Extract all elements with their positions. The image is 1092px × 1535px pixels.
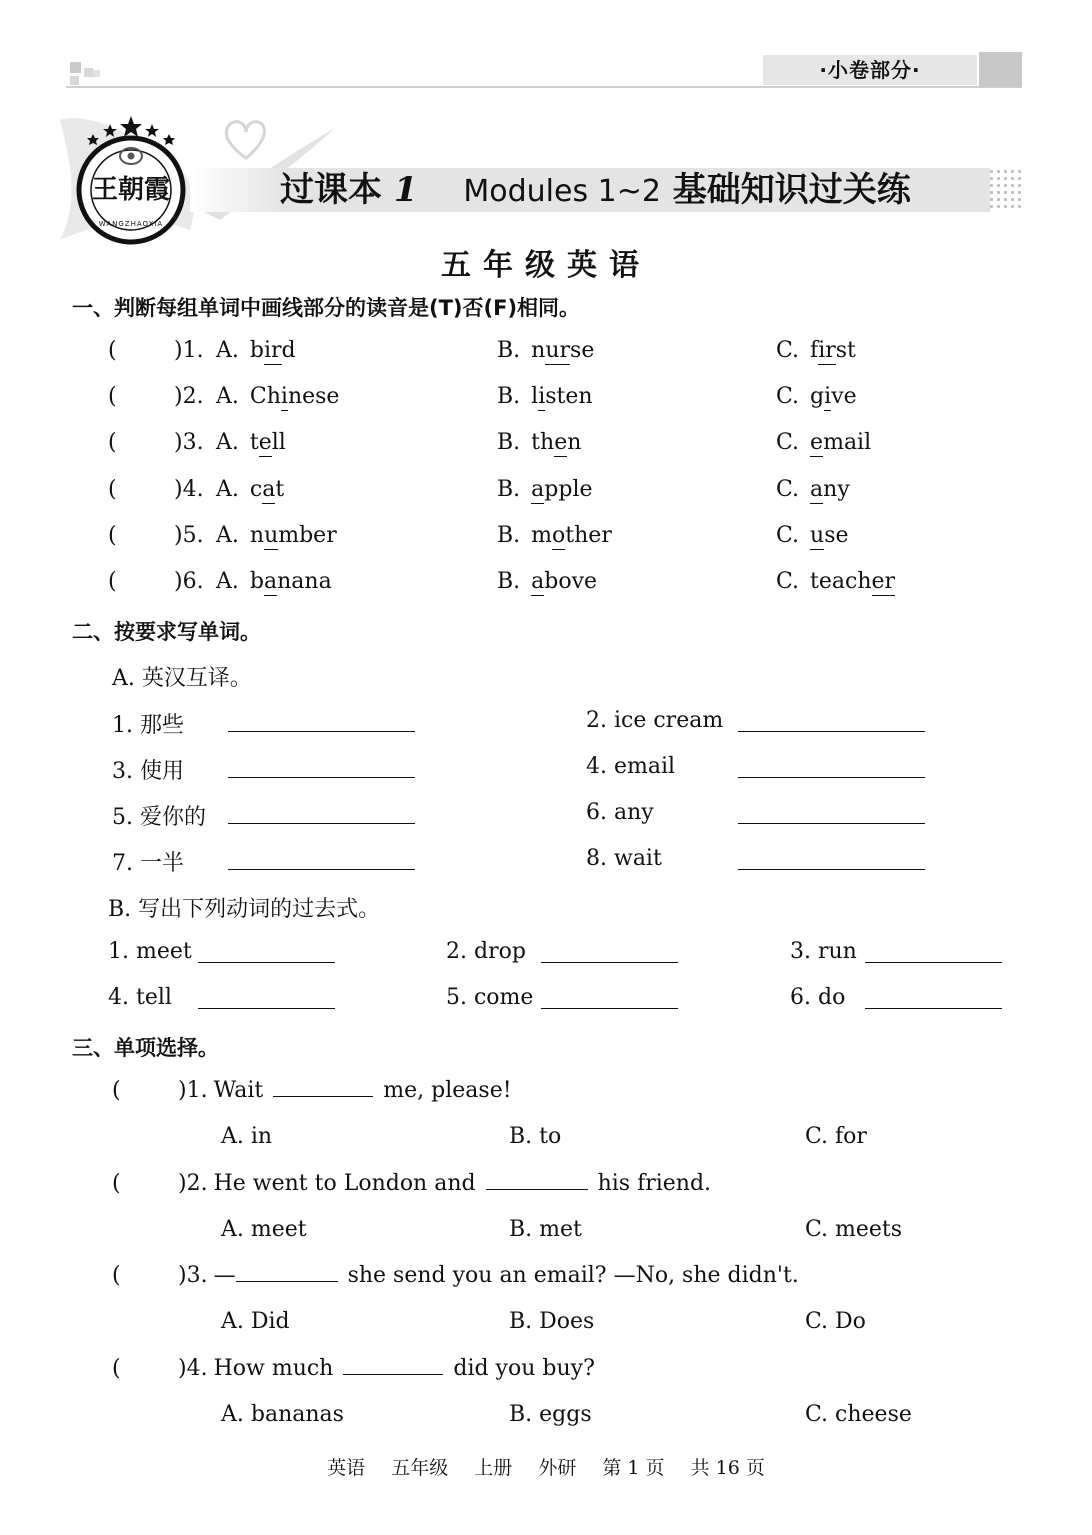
word-part: teach [810, 569, 872, 594]
page-title [280, 168, 911, 212]
fill-blank[interactable] [486, 1171, 588, 1190]
word-part: se [824, 523, 849, 548]
word-part: t [249, 430, 259, 455]
word-part: f [810, 338, 819, 363]
stem-before: Wait [213, 1078, 264, 1103]
underlined-letters: i [280, 384, 288, 409]
answer-blank[interactable] [122, 573, 170, 595]
footer-total: 共 16 页 [690, 1457, 765, 1479]
translate-item: 2. ice cream [586, 708, 724, 733]
star-icon [120, 116, 142, 137]
answer-blank[interactable] [738, 851, 925, 870]
option-label: C. [776, 338, 800, 363]
word-part: sten [545, 384, 593, 409]
star-icon [145, 124, 159, 137]
section-tab: ·小卷部分· [763, 55, 977, 85]
option-c [776, 338, 856, 363]
option-label: B. [497, 430, 521, 455]
option-c [776, 569, 895, 594]
footer-subject: 英语 [327, 1457, 366, 1479]
option-label: A. [216, 430, 239, 455]
question-stem [178, 1078, 512, 1103]
choice-option[interactable]: A. in [221, 1124, 273, 1149]
paren-open: ( [112, 1171, 121, 1196]
answer-blank[interactable] [122, 434, 170, 456]
header-rule [66, 86, 1022, 88]
title-prefix: 过课本 [280, 170, 382, 210]
paren-open: ( [108, 338, 117, 363]
paren-open: ( [108, 430, 117, 455]
choice-option[interactable]: B. eggs [509, 1402, 592, 1427]
translate-item: 8. wait [586, 846, 662, 871]
option-b [497, 338, 594, 363]
question-stem [178, 1171, 711, 1196]
section1-heading: 一、判断每组单词中画线部分的读音是(T)否(F)相同。 [72, 296, 581, 320]
option-label: C. [776, 384, 800, 409]
option-a [216, 477, 284, 502]
word-part: nana [277, 569, 332, 594]
underlined-letters: e [810, 430, 824, 455]
option-label: A. [216, 477, 239, 502]
question-number: )4. [174, 477, 204, 502]
choice-option[interactable]: C. cheese [805, 1402, 912, 1427]
option-c [776, 477, 850, 502]
word-part: th [531, 430, 555, 455]
answer-blank[interactable] [228, 713, 415, 732]
option-label: C. [776, 523, 800, 548]
question-number: )2. [174, 384, 204, 409]
word-part: b [249, 338, 264, 363]
verb-item: 6. do [790, 985, 846, 1010]
option-b [497, 430, 581, 455]
choice-option[interactable]: C. for [805, 1124, 867, 1149]
choice-option[interactable]: C. meets [805, 1217, 903, 1242]
choice-option[interactable]: A. bananas [221, 1402, 344, 1427]
word-part: l [531, 384, 539, 409]
translate-item: 6. any [586, 800, 654, 825]
star-icon [163, 134, 175, 145]
section-tab-block [979, 52, 1022, 87]
translate-item: 4. email [586, 754, 676, 779]
option-label: A. [216, 338, 239, 363]
question-stem [178, 1356, 595, 1381]
footer-publisher: 外研 [538, 1457, 577, 1479]
fill-blank[interactable] [273, 1078, 373, 1097]
answer-blank[interactable] [122, 342, 170, 364]
underlined-letters: i [538, 384, 546, 409]
question-number: )3. [178, 1263, 208, 1288]
fill-blank[interactable] [343, 1356, 443, 1375]
stem-before: How much [213, 1356, 334, 1381]
section2-heading: 二、按要求写单词。 [72, 620, 261, 644]
answer-blank[interactable] [228, 759, 415, 778]
paren-open: ( [108, 477, 117, 502]
word-part: d [281, 338, 296, 363]
paren-open: ( [112, 1356, 121, 1381]
corner-square [84, 68, 93, 77]
paren-open: ( [112, 1263, 121, 1288]
underlined-letters: a [810, 477, 824, 502]
answer-slot[interactable] [126, 1356, 174, 1382]
stem-after: did you buy? [453, 1356, 595, 1381]
option-c [776, 430, 871, 455]
word-part: ny [823, 477, 850, 502]
fill-blank[interactable] [236, 1263, 338, 1282]
word-part: Ch [249, 384, 281, 409]
stem-after: his friend. [597, 1171, 712, 1196]
question-number: )6. [174, 569, 204, 594]
corner-square [70, 76, 79, 85]
question-number: )4. [178, 1356, 208, 1381]
option-c [776, 523, 849, 548]
corner-square [70, 62, 81, 73]
word-part: se [570, 338, 595, 363]
option-b [497, 477, 593, 502]
option-a [216, 384, 339, 409]
paren-open: ( [112, 1078, 121, 1103]
logo-name: 王朝霞 [91, 175, 171, 205]
word-part: c [249, 477, 263, 502]
word-part: ll [271, 430, 286, 455]
choice-option[interactable]: A. Did [221, 1309, 290, 1334]
option-label: B. [497, 384, 521, 409]
section3-heading: 三、单项选择。 [72, 1036, 219, 1060]
underlined-letters: e [258, 430, 272, 455]
underlined-letters: er [871, 569, 896, 594]
underlined-letters: u [264, 523, 279, 548]
word-part: mber [278, 523, 337, 548]
word-part: t [275, 477, 285, 502]
verb-item: 4. tell [108, 985, 172, 1010]
option-label: A. [216, 569, 239, 594]
word-part: n [567, 430, 582, 455]
verb-item: 5. come [446, 985, 534, 1010]
option-label: A. [216, 384, 239, 409]
logo-ring-text: WANGZHAOXIA [98, 220, 164, 228]
answer-blank[interactable] [198, 944, 335, 963]
dot-pattern [988, 168, 1024, 210]
option-label: B. [497, 569, 521, 594]
answer-blank[interactable] [541, 990, 678, 1009]
word-part: b [249, 569, 264, 594]
part-a-label: A. 英汉互译。 [112, 666, 252, 691]
underlined-letters: e [554, 430, 568, 455]
corner-square [93, 70, 100, 77]
choice-option[interactable]: B. to [509, 1124, 562, 1149]
choice-option[interactable]: A. meet [221, 1217, 307, 1242]
option-a [216, 523, 337, 548]
word-part: bove [544, 569, 598, 594]
underlined-letters: o [552, 523, 566, 548]
stem-before: — [213, 1263, 236, 1288]
answer-blank[interactable] [122, 481, 170, 503]
stem-before: He went to London and [213, 1171, 476, 1196]
word-part: pple [544, 477, 593, 502]
answer-blank[interactable] [738, 805, 925, 824]
option-label: C. [776, 477, 800, 502]
underlined-letters: a [531, 569, 545, 594]
choice-option[interactable]: B. Does [509, 1309, 595, 1334]
star-icon [87, 134, 99, 145]
answer-blank[interactable] [865, 990, 1002, 1009]
option-b [497, 523, 612, 548]
verb-item: 3. run [790, 939, 857, 964]
translate-item: 5. 爱你的 [112, 805, 206, 830]
underlined-letters: a [263, 569, 278, 594]
stem-after: she send you an email? —No, she didn't. [347, 1263, 799, 1288]
question-number: )2. [178, 1171, 208, 1196]
brand-logo [76, 114, 186, 246]
option-a [216, 338, 296, 363]
option-a [216, 569, 332, 594]
word-part: n [531, 338, 546, 363]
underlined-letters: i [824, 384, 832, 409]
answer-blank[interactable] [738, 713, 925, 732]
word-part: mail [823, 430, 872, 455]
underlined-letters: ir [818, 338, 836, 363]
underlined-letters: ir [263, 338, 282, 363]
underlined-letters: ur [545, 338, 571, 363]
paren-open: ( [108, 523, 117, 548]
option-label: B. [497, 338, 521, 363]
question-stem [178, 1263, 799, 1288]
translate-item: 7. 一半 [112, 851, 184, 876]
underlined-letters: u [810, 523, 825, 548]
word-part: ve [831, 384, 857, 409]
title-rest: 基础知识过关练 [672, 170, 911, 210]
footer-grade: 五年级 [391, 1457, 449, 1479]
question-number: )1. [174, 338, 204, 363]
part-b-label: B. 写出下列动词的过去式。 [108, 897, 381, 922]
option-a [216, 430, 286, 455]
footer-volume: 上册 [474, 1457, 513, 1479]
question-number: )1. [178, 1078, 208, 1103]
translate-item: 1. 那些 [112, 713, 184, 738]
paren-open: ( [108, 569, 117, 594]
page-subtitle: 五年级英语 [441, 248, 651, 283]
translate-item: 3. 使用 [112, 759, 184, 784]
choice-option[interactable]: C. Do [805, 1309, 866, 1334]
verb-item: 1. meet [108, 939, 192, 964]
title-number: 1 [393, 170, 418, 210]
paren-open: ( [108, 384, 117, 409]
answer-blank[interactable] [541, 944, 678, 963]
option-label: B. [497, 477, 521, 502]
word-part: n [249, 523, 265, 548]
option-c [776, 384, 857, 409]
word-part: st [835, 338, 856, 363]
word-part: ther [565, 523, 612, 548]
option-b [497, 569, 597, 594]
question-number: )5. [174, 523, 204, 548]
answer-blank[interactable] [122, 388, 170, 410]
option-b [497, 384, 593, 409]
answer-slot[interactable] [126, 1171, 174, 1197]
question-number: )3. [174, 430, 204, 455]
answer-blank[interactable] [738, 759, 925, 778]
option-label: C. [776, 569, 800, 594]
word-part: nese [287, 384, 340, 409]
choice-option[interactable]: B. met [509, 1217, 582, 1242]
footer-page: 第 1 页 [602, 1457, 665, 1479]
verb-item: 2. drop [446, 939, 526, 964]
answer-blank[interactable] [198, 990, 335, 1009]
option-label: A. [216, 523, 239, 548]
option-label: C. [776, 430, 800, 455]
option-label: B. [497, 523, 521, 548]
word-part: g [810, 384, 825, 409]
page-footer [0, 1453, 1092, 1480]
answer-blank[interactable] [228, 805, 415, 824]
underlined-letters: a [262, 477, 276, 502]
title-modules: Modules 1~2 [463, 174, 661, 209]
answer-slot[interactable] [126, 1078, 174, 1104]
answer-blank[interactable] [228, 851, 415, 870]
underlined-letters: a [531, 477, 545, 502]
answer-slot[interactable] [126, 1263, 174, 1289]
stem-after: me, please! [383, 1078, 512, 1103]
star-icon [103, 124, 117, 137]
word-part: m [531, 523, 553, 548]
answer-blank[interactable] [865, 944, 1002, 963]
answer-blank[interactable] [122, 527, 170, 549]
